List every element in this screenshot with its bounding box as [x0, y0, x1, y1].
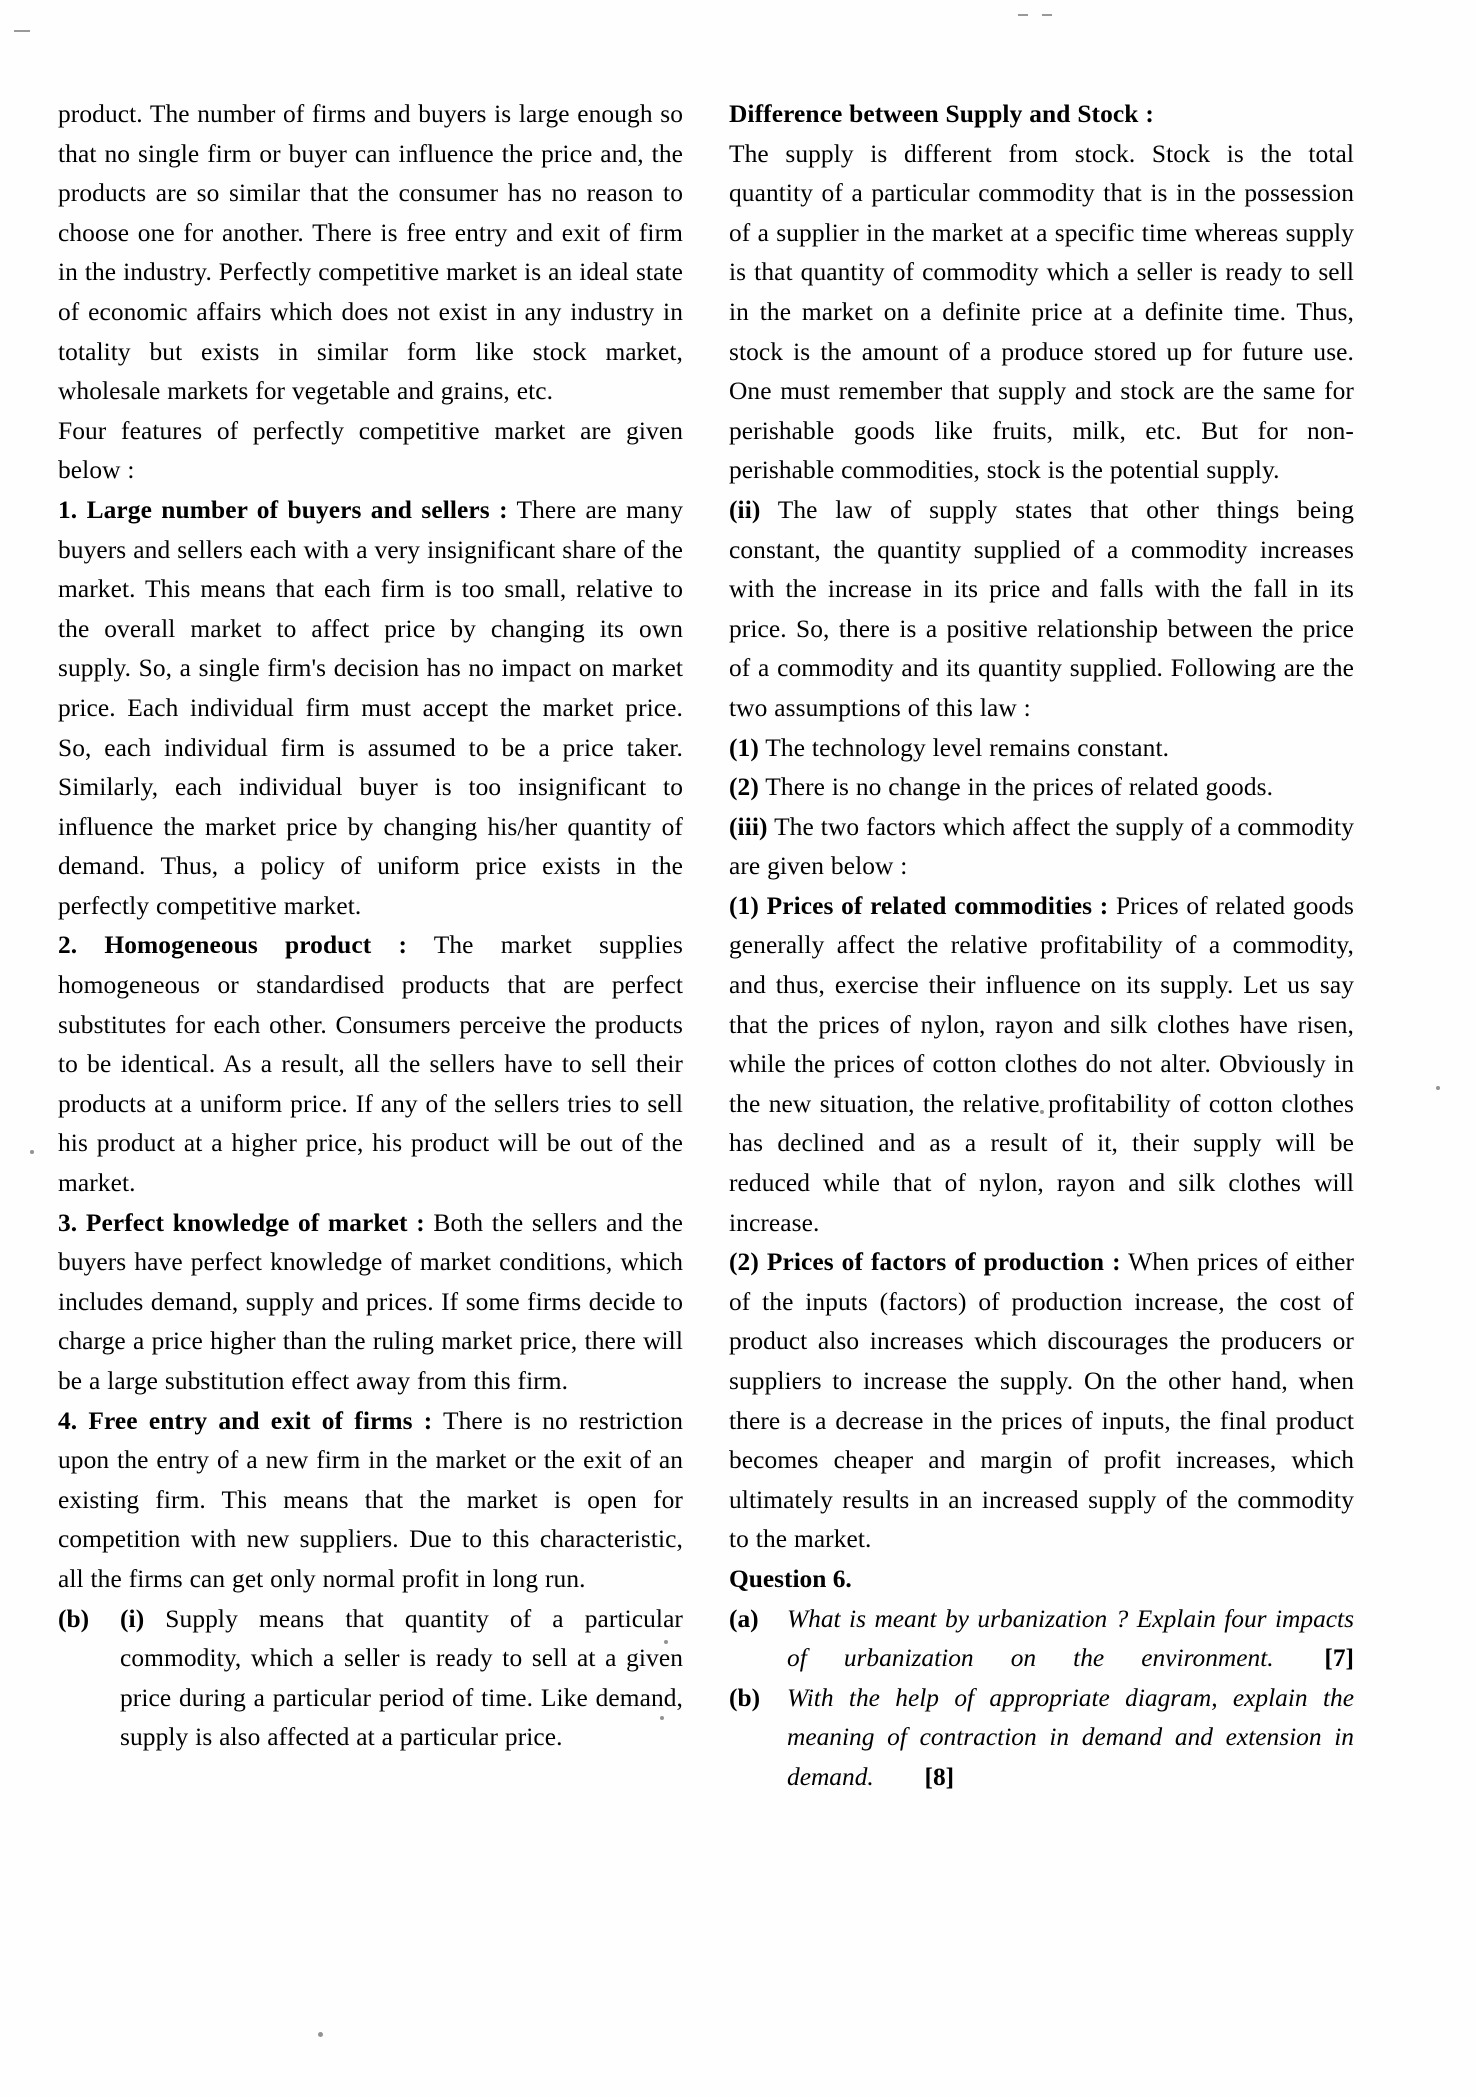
assumption-2-label: (2) [729, 773, 759, 802]
paragraph-feature-2 [58, 926, 683, 1203]
law-of-supply-body: The law of supply states that other things being constant, the quantity supplied of a commodity increases with the increase in its price and falls with the fall in its price. So, there is a positive relationship between the price of a commodity and its quantity supplied. Following are the two assumptions of this law : [729, 495, 1354, 722]
feature-3-heading: 3. Perfect knowledge of market : [58, 1208, 425, 1237]
question-item-b [729, 1679, 1354, 1798]
question-item-a [729, 1600, 1354, 1679]
paragraph-product-intro: product. The number of firms and buyers is large enough so that no single firm or buyer can influence the price and, the products are so similar that the consumer has no reason to choose one for another. There is free entry and exit of firm in the industry. Perfectly competitive market is an ideal state of economic affairs which does not exist in any industry in totality but exists in similar form like stock market, wholesale markets for vegetable and grains, etc. [58, 100, 683, 406]
question-b-marks: [8] [873, 1762, 955, 1791]
paragraph-prices-factors-production [729, 1243, 1354, 1560]
paragraph-four-features: Four features of perfectly competitive market are given below : [58, 416, 683, 485]
two-factors-body: The two factors which affect the supply of a commodity are given below : [729, 812, 1354, 881]
assumption-1-body: The technology level remains constant. [758, 733, 1170, 762]
section-heading-difference-supply-stock: Difference between Supply and Stock : [729, 100, 1154, 128]
assumption-2-body: There is no change in the prices of related goods. [758, 773, 1274, 802]
question-a-marks: [7] [1273, 1644, 1354, 1673]
part-b-sub-label: (i) [120, 1604, 145, 1633]
part-b-item [58, 1600, 683, 1758]
question-item-b-label: (b) [729, 1683, 761, 1712]
paragraph-assumption-2 [729, 768, 1354, 808]
paragraph-prices-related-commodities [729, 887, 1354, 1243]
assumption-1-label: (1) [729, 733, 759, 762]
two-column-body [0, 95, 1476, 1798]
feature-4-heading: 4. Free entry and exit of firms : [58, 1406, 433, 1435]
feature-2-heading: 2. Homogeneous product : [58, 931, 408, 960]
prices-factors-production-body: When prices of either of the inputs (factors) of production increase, the cost of product also increases which discourages the producers or suppliers to increase the supply. On the other hand, when there is a decrease in the prices of inputs, the final product becomes cheaper and margin of profit increases, which ultimately results in an increased supply of the commodity to the market. [729, 1248, 1354, 1554]
scan-artifact-top-left [14, 30, 30, 32]
part-b-label: (b) [58, 1604, 90, 1633]
paragraph-feature-1 [58, 491, 683, 927]
feature-1-heading: 1. Large number of buyers and sellers : [58, 495, 508, 524]
feature-3-body: Both the sellers and the buyers have perfect knowledge of market conditions, which includes demand, supply and prices. If some firms decide to charge a price higher than the ruling market price, there will be a large substitution effect away from this firm. [58, 1208, 684, 1395]
feature-4-body: There is no restriction upon the entry of a new firm in the market or the exit of an existing firm. This means that the market is open for competition with new suppliers. Due to this characteristic, all the firms can get only normal profit in long run. [58, 1406, 683, 1593]
feature-2-body: The market supplies homogeneous or standardised products that are perfect substitutes for each other. Consumers perceive the products to be identical. As a result, all the sellers have to sell their products at a uniform price. If any of the sellers tries to sell his product at a higher price, his product will be out of the market. [58, 931, 683, 1198]
paragraph-two-factors [729, 808, 1354, 887]
feature-1-body: There are many buyers and sellers each with a very insignificant share of the market. This means that each firm is too small, relative to the overall market to affect price by changing its own supply. So, a single firm's decision has no impact on market price. Each individual firm must accept the market price. So, each individual firm is assumed to be a price taker. Similarly, each individual buyer is too insignificant to influence the market price by changing his/her quantity of demand. Thus, a policy of uniform price exists in the perfectly competitive market. [58, 495, 683, 920]
part-b-body [120, 1600, 683, 1758]
right-column [729, 95, 1354, 1798]
question-b-prompt: With the help of appropriate diagram, explain the meaning of contraction in demand and extension in demand. [787, 1683, 1354, 1791]
law-of-supply-label: (ii) [729, 495, 761, 524]
part-b-paragraph [120, 1600, 683, 1758]
left-column [58, 95, 683, 1798]
prices-related-commodities-body: Prices of related goods generally affect the relative profitability of a commodity, and thus, exercise their influence on its supply. Let us say that the prices of nylon, rayon and silk clothes have risen, while the prices of cotton clothes do not alter. Obviously in the new situation, the relative profitability of cotton clothes has declined and as a result of it, their supply will be reduced while that of nylon, rayon and silk clothes will increase. [729, 891, 1354, 1237]
paragraph-law-of-supply [729, 491, 1354, 729]
paragraph-feature-3 [58, 1204, 683, 1402]
question-item-a-label: (a) [729, 1604, 759, 1633]
scan-artifact-top-right-b [1042, 14, 1052, 16]
scan-artifact-top-right-a [1018, 14, 1028, 16]
prices-related-commodities-heading: (1) Prices of related commodities : [729, 891, 1109, 920]
paragraph-feature-4 [58, 1402, 683, 1600]
scan-speck-4 [318, 2032, 323, 2037]
paragraph-supply-vs-stock: The supply is different from stock. Stock is the total quantity of a particular commodity that is in the possession of a supplier in the market at a specific time whereas supply is that quantity of commodity which a seller is ready to sell in the market on a definite price at a definite time. Thus, stock is the amount of a produce stored up for future use. One must remember that supply and stock are the same for perishable goods like fruits, milk, etc. But for non-perishable commodities, stock is the potential supply. [729, 139, 1354, 485]
question-a-prompt: What is meant by urbanization ? Explain four impacts of urbanization on the environment. [787, 1604, 1354, 1673]
question-item-a-text [787, 1600, 1354, 1679]
two-factors-label: (iii) [729, 812, 768, 841]
question-item-b-text [787, 1679, 1354, 1798]
question-heading: Question 6. [729, 1564, 852, 1593]
paragraph-assumption-1 [729, 729, 1354, 769]
prices-factors-production-heading: (2) Prices of factors of production : [729, 1248, 1121, 1277]
part-b-text: Supply means that quantity of a particular commodity, which a seller is ready to sell at a given price during a particular period of time. Like demand, supply is also affected at a particular price. [120, 1604, 683, 1752]
